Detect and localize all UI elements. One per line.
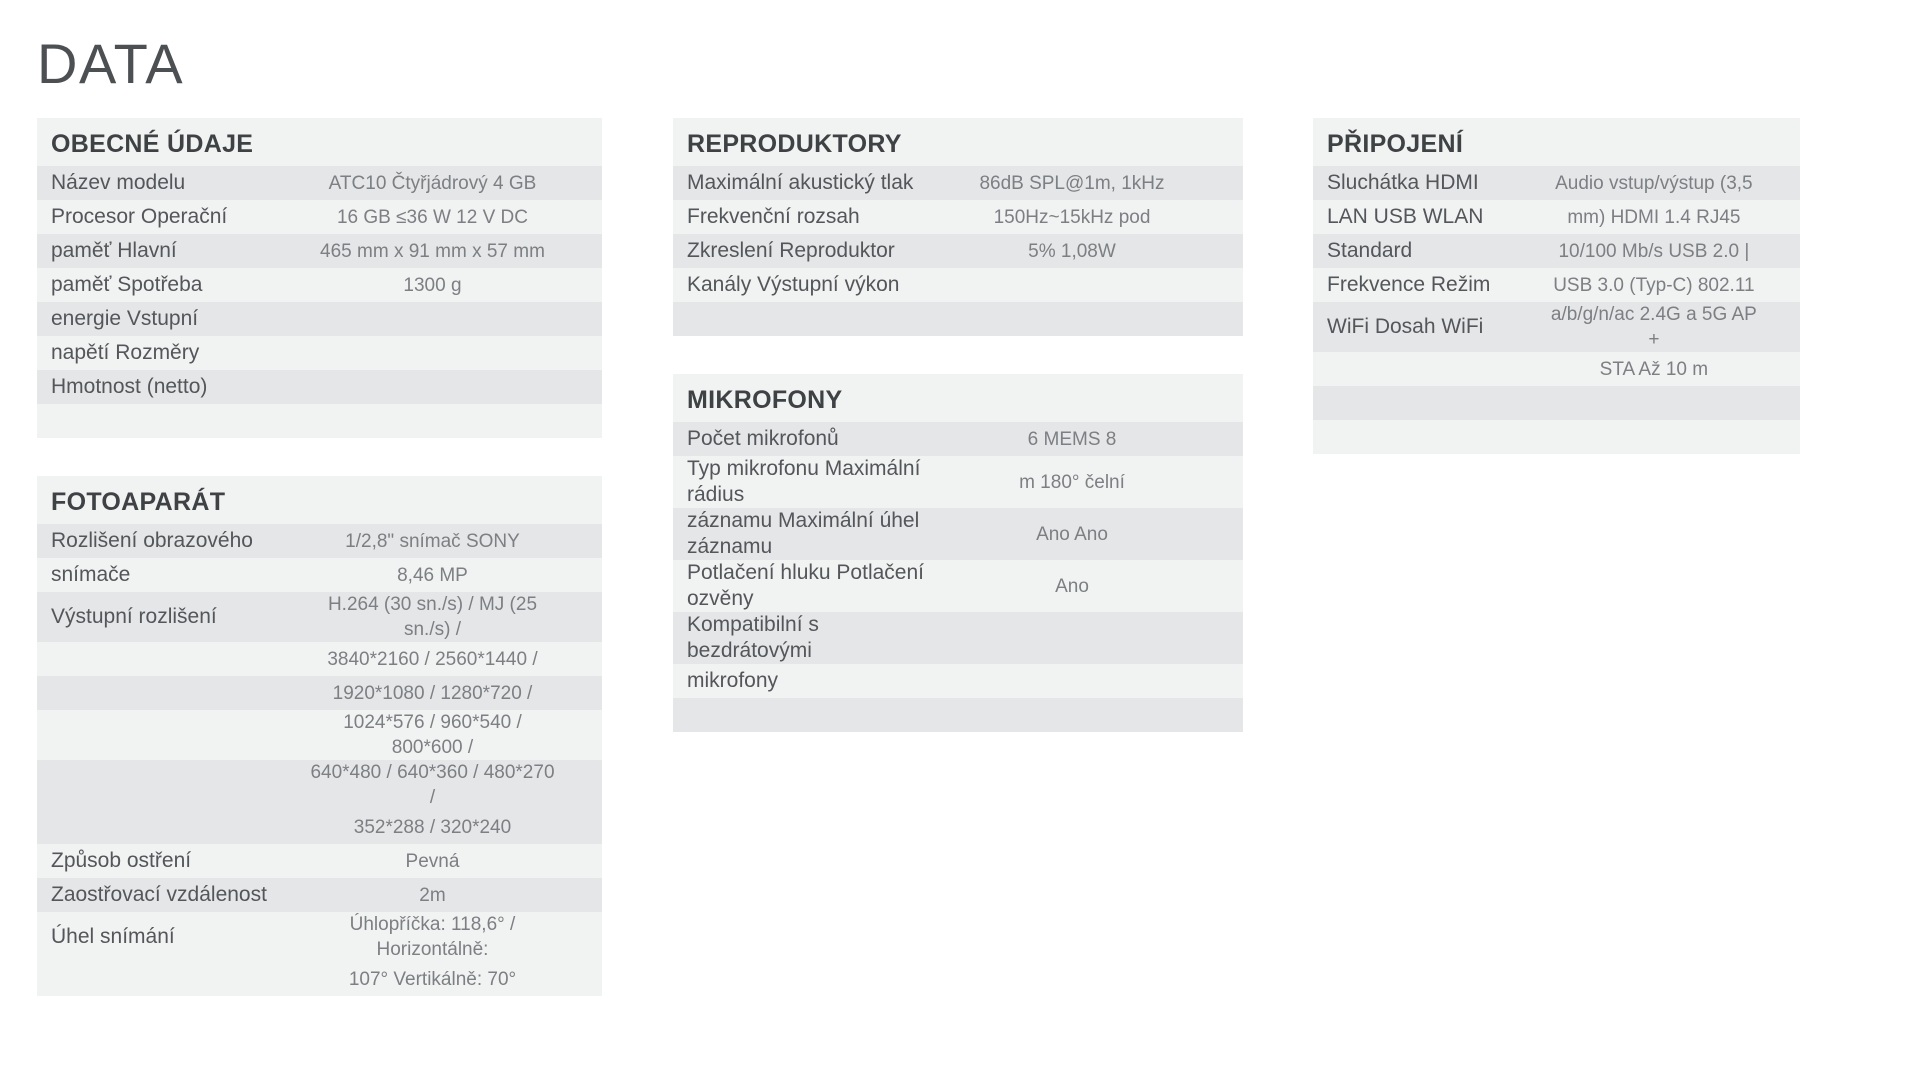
spec-section (673, 118, 1243, 336)
spec-label: snímače (51, 563, 131, 586)
spec-row (37, 558, 602, 592)
spec-row (37, 912, 602, 962)
spec-label: Způsob ostření (51, 849, 192, 872)
spec-label: mikrofony (687, 669, 779, 692)
spec-row (37, 760, 602, 810)
spec-section (37, 476, 602, 996)
spec-row (673, 200, 1243, 234)
spec-row (37, 370, 602, 404)
spec-value: a/b/g/n/ac 2.4G a 5G AP + (1550, 304, 1757, 350)
spec-label: Procesor Operační (51, 205, 228, 228)
section-title: REPRODUKTORY (687, 130, 902, 158)
spec-value: 3840*2160 / 2560*1440 / (327, 648, 538, 670)
spec-column-middle (673, 118, 1243, 770)
spec-row (37, 592, 602, 642)
spec-value: 150Hz~15kHz pod (993, 206, 1151, 228)
spec-value: 2m (419, 884, 446, 906)
spec-section (37, 118, 602, 438)
spec-column-right (1313, 118, 1800, 492)
spec-value: Ano Ano (1036, 523, 1108, 545)
section-title: PŘIPOJENÍ (1327, 130, 1464, 158)
spec-row (673, 560, 1243, 612)
spec-label: Úhel snímání (51, 925, 175, 948)
spec-row (673, 302, 1243, 336)
spec-label: Typ mikrofonu Maximální rádius (687, 457, 921, 506)
spec-label: napětí Rozměry (51, 341, 200, 364)
spec-row (37, 710, 602, 760)
spec-row (1313, 200, 1800, 234)
spec-value: 107° Vertikálně: 70° (348, 968, 517, 990)
spec-row (37, 234, 602, 268)
spec-row (1313, 234, 1800, 268)
section-title: FOTOAPARÁT (51, 488, 226, 516)
spec-value: 5% 1,08W (1028, 240, 1116, 262)
spec-row (37, 878, 602, 912)
spec-value: USB 3.0 (Typ-C) 802.11 (1553, 274, 1755, 296)
spec-row (673, 234, 1243, 268)
spec-row (37, 302, 602, 336)
spec-label: Zaostřovací vzdálenost (51, 883, 267, 906)
spec-label: Počet mikrofonů (687, 427, 839, 450)
spec-row (1313, 302, 1800, 352)
section-title: OBECNÉ ÚDAJE (51, 130, 254, 158)
spec-section (673, 374, 1243, 732)
spec-row (37, 404, 602, 438)
spec-label: Kanály Výstupní výkon (687, 273, 900, 296)
spec-row (673, 166, 1243, 200)
spec-row (1313, 268, 1800, 302)
spec-value: 465 mm x 91 mm x 57 mm (320, 240, 545, 262)
spec-label: Frekvenční rozsah (687, 205, 860, 228)
spec-label: Maximální akustický tlak (687, 171, 914, 194)
spec-row (37, 810, 602, 844)
spec-value: 8,46 MP (397, 564, 468, 586)
spec-row (37, 268, 602, 302)
spec-label: LAN USB WLAN (1327, 205, 1484, 228)
spec-value: Úhlopříčka: 118,6° / Horizontálně: (349, 914, 516, 960)
spec-value: 1024*576 / 960*540 / 800*600 / (343, 712, 522, 758)
spec-label: energie Vstupní (51, 307, 199, 330)
spec-label: paměť Hlavní (51, 239, 177, 262)
spec-column-left (37, 118, 602, 1034)
spec-value: STA Až 10 m (1599, 358, 1709, 380)
spec-row (673, 508, 1243, 560)
spec-label: Sluchátka HDMI (1327, 171, 1479, 194)
spec-label: Kompatibilní s bezdrátovými (687, 613, 819, 662)
spec-value: 1/2,8" snímač SONY (345, 530, 520, 552)
spec-row (1313, 352, 1800, 386)
spec-value: 10/100 Mb/s USB 2.0 | (1558, 240, 1750, 262)
spec-row (673, 268, 1243, 302)
spec-section (1313, 118, 1800, 454)
page-title: DATA (37, 32, 185, 95)
spec-label: Frekvence Režim (1327, 273, 1491, 296)
spec-row (37, 524, 602, 558)
spec-row (37, 166, 602, 200)
spec-label: Potlačení hluku Potlačení ozvěny (687, 561, 924, 610)
spec-row (1313, 420, 1800, 454)
spec-value: 640*480 / 640*360 / 480*270 / (310, 762, 555, 808)
spec-label: Výstupní rozlišení (51, 605, 217, 628)
spec-label: WiFi Dosah WiFi (1327, 315, 1484, 338)
spec-row (1313, 166, 1800, 200)
spec-value: H.264 (30 sn./s) / MJ (25 sn./s) / (327, 594, 538, 640)
spec-label: Hmotnost (netto) (51, 375, 208, 398)
spec-label: Zkreslení Reproduktor (687, 239, 895, 262)
spec-value: mm) HDMI 1.4 RJ45 (1567, 206, 1741, 228)
spec-value: Audio vstup/výstup (3,5 (1555, 172, 1753, 194)
spec-value: 1920*1080 / 1280*720 / (332, 682, 533, 704)
spec-row (673, 456, 1243, 508)
spec-value: Ano (1055, 575, 1089, 597)
spec-label: paměť Spotřeba (51, 273, 203, 296)
spec-value: 352*288 / 320*240 (353, 816, 512, 838)
spec-value: 6 MEMS 8 (1027, 428, 1117, 450)
spec-row (673, 664, 1243, 698)
spec-value: 86dB SPL@1m, 1kHz (979, 172, 1165, 194)
spec-value: Pevná (405, 850, 460, 872)
spec-row (673, 612, 1243, 664)
spec-row (37, 642, 602, 676)
spec-row (37, 962, 602, 996)
spec-columns (37, 118, 1920, 1034)
spec-row (673, 422, 1243, 456)
spec-label: Rozlišení obrazového (51, 529, 253, 552)
spec-value: 16 GB ≤36 W 12 V DC (336, 206, 528, 228)
spec-row (37, 336, 602, 370)
spec-label: záznamu Maximální úhel záznamu (687, 509, 920, 558)
spec-row (1313, 386, 1800, 420)
spec-value: 1300 g (403, 274, 462, 296)
section-title: MIKROFONY (687, 386, 843, 414)
spec-value: ATC10 Čtyřjádrový 4 GB (328, 172, 537, 194)
spec-label: Název modelu (51, 171, 186, 194)
spec-row (37, 844, 602, 878)
spec-row (37, 200, 602, 234)
spec-row (37, 676, 602, 710)
spec-label: Standard (1327, 239, 1413, 262)
spec-value: m 180° čelní (1019, 471, 1125, 493)
spec-row (673, 698, 1243, 732)
